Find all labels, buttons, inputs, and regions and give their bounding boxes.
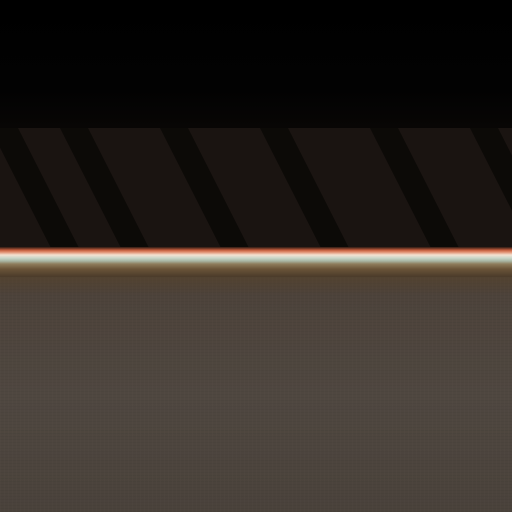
diagonal-striped-band <box>0 128 512 250</box>
stripe-5 <box>370 128 460 250</box>
stripe-2 <box>60 128 150 250</box>
dark-background <box>0 0 512 128</box>
stripe-3 <box>160 128 250 250</box>
stripe-4 <box>260 128 350 250</box>
stripe-1 <box>0 128 80 250</box>
floor-texture <box>0 277 512 512</box>
diagonal-stripes <box>0 128 512 250</box>
floor-edge-glow <box>0 277 512 295</box>
light-streak <box>0 247 512 277</box>
stripe-6 <box>470 128 512 250</box>
